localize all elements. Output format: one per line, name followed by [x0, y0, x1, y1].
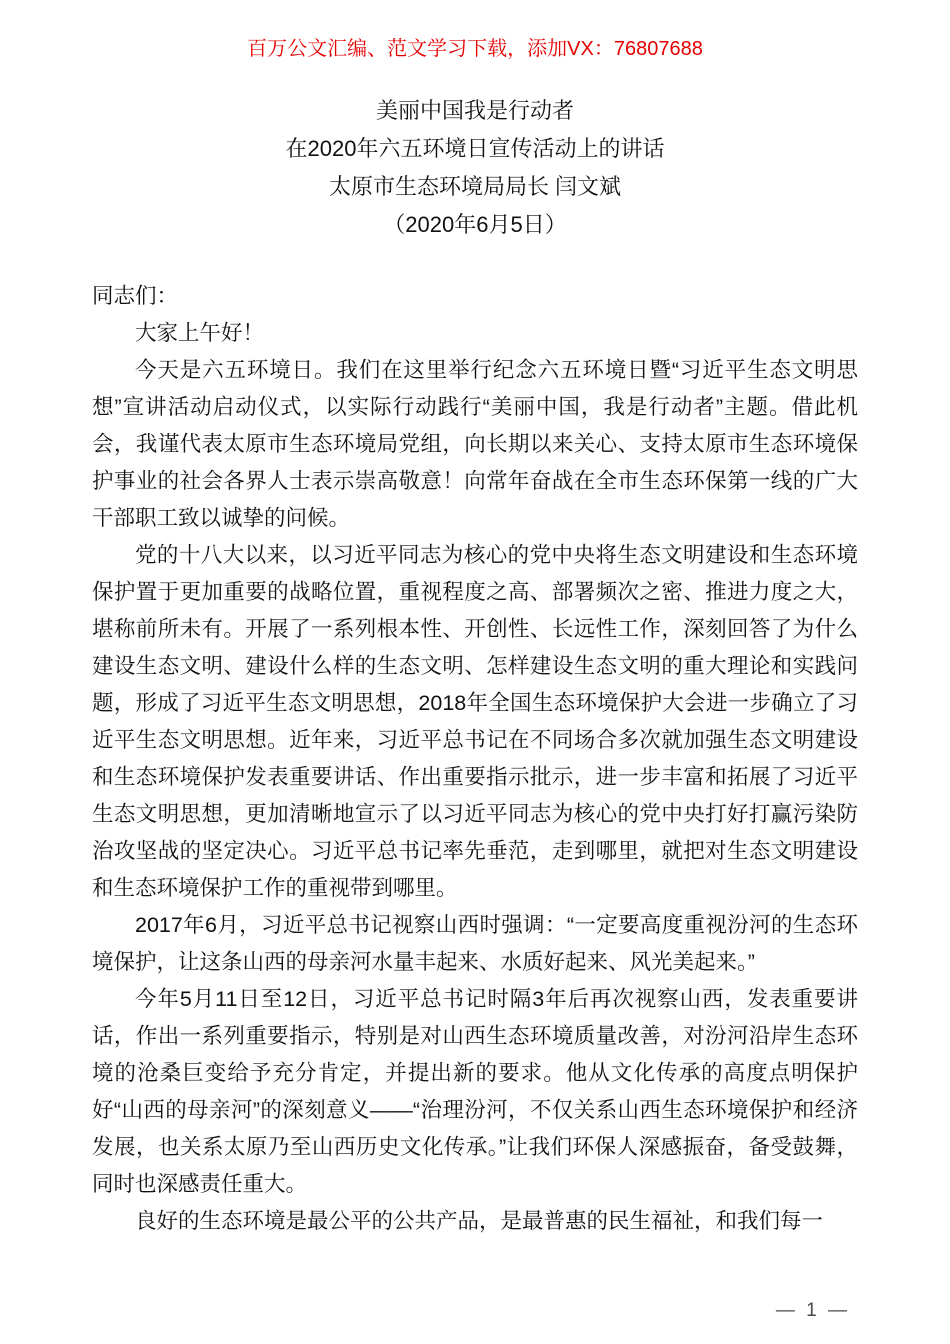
paragraph-environment-welfare: 良好的生态环境是最公平的公共产品，是最普惠的民生福祉，和我们每一: [135, 1209, 824, 1233]
paragraph-2017-quote: 2017年6月，习近平总书记视察山西时强调：“一定要高度重视汾河的生态环境保护，让这条山西的母亲河水量丰起来、水质好起来、风光美起来。”: [92, 913, 858, 974]
doc-title: 美丽中国我是行动者: [375, 98, 574, 123]
paragraph-2020-visit: 今年5月11日至12日，习近平总书记时隔3年后再次视察山西，发表重要讲话，作出一系列重要指示，特别是对山西生态环境质量改善，对汾河沿岸生态环境的沧桑巨变给予充分肯定，并提出新的要求。他从文化传承的高度点明保护好“山西的母亲河”的深刻意义——“治理汾河，不仅关系山西生态环境保护和经济发展，也关系太原乃至山西历史文化传承。”让我们环保人深感振奋，备受鼓舞，同时也深感责任重大。: [92, 987, 858, 1196]
doc-speaker: 太原市生态环境局局长 闫文斌: [328, 174, 622, 199]
doc-subtitle: 在2020年六五环境日宣传活动上的讲话: [285, 136, 665, 161]
salutation: 同志们：: [92, 284, 179, 308]
watermark-notice: 百万公文汇编、范文学习下载，添加VX：76807688: [247, 38, 703, 60]
document-body: [92, 278, 858, 1240]
paragraph-greeting: 大家上午好！: [135, 321, 265, 345]
page-number: — 1 —: [775, 1300, 850, 1321]
doc-date: （2020年6月5日）: [383, 212, 567, 237]
paragraph-intro: 今天是六五环境日。我们在这里举行纪念六五环境日暨“习近平生态文明思想”宣讲活动启动仪式，以实际行动践行“美丽中国，我是行动者”主题。借此机会，我谨代表太原市生态环境局党组，向长期以来关心、支持太原市生态环境保护事业的社会各界人士表示崇高敬意！向常年奋战在全市生态环保第一线的广大干部职工致以诚挚的问候。: [92, 358, 858, 530]
title-block: [92, 92, 858, 244]
paragraph-eco-civilization: 党的十八大以来，以习近平同志为核心的党中央将生态文明建设和生态环境保护置于更加重要的战略位置，重视程度之高、部署频次之密、推进力度之大，堪称前所未有。开展了一系列根本性、开创性、长远性工作，深刻回答了为什么建设生态文明、建设什么样的生态文明、怎样建设生态文明的重大理论和实践问题，形成了习近平生态文明思想，2018年全国生态环境保护大会进一步确立了习近平生态文明思想。近年来，习近平总书记在不同场合多次就加强生态文明建设和生态环境保护发表重要讲话、作出重要指示批示，进一步丰富和拓展了习近平生态文明思想，更加清晰地宣示了以习近平同志为核心的党中央打好打赢污染防治攻坚战的坚定决心。习近平总书记率先垂范，走到哪里，就把对生态文明建设和生态环境保护工作的重视带到哪里。: [92, 543, 858, 900]
